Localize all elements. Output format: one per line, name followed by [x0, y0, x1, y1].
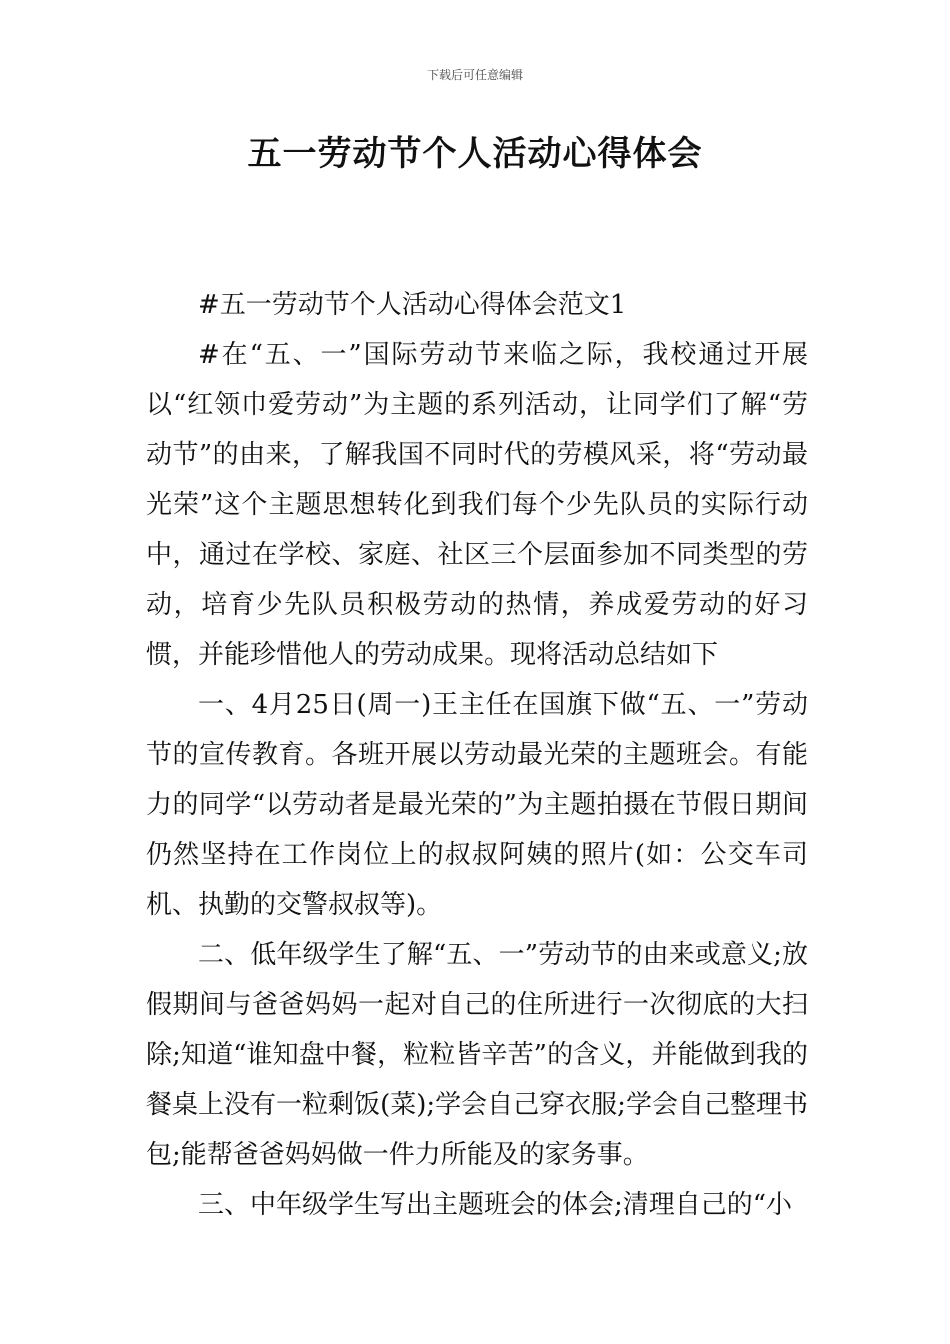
document-title: 五一劳动节个人活动心得体会 [247, 134, 703, 174]
paragraph-item-one: 一、4月25日(周一)王主任在国旗下做“五、一”劳动节的宣传教育。各班开展以劳动最光荣的主题班会。有能力的同学“以劳动者是最光荣的”为主题拍摄在节假日期间仍然坚持在工作岗位上的叔叔阿姨的照片(如：公交车司机、执勤的交警叔叔等)。 [146, 690, 808, 920]
document-body [146, 280, 808, 1230]
header-note: 下载后可任意编辑 [426, 68, 523, 82]
paragraph-heading: #五一劳动节个人活动心得体会范文1 [198, 290, 627, 320]
paragraph-item-two: 二、低年级学生了解“五、一”劳动节的由来或意义;放假期间与爸爸妈妈一起对自己的住所进行一次彻底的大扫除;知道“谁知盘中餐，粒粒皆辛苦”的含义，并能做到我的餐桌上没有一粒剩饭(菜);学会自己穿衣服;学会自己整理书包;能帮爸爸妈妈做一件力所能及的家务事。 [146, 940, 808, 1170]
paragraph-intro: #在“五、一”国际劳动节来临之际，我校通过开展以“红领巾爱劳动”为主题的系列活动，让同学们了解“劳动节”的由来，了解我国不同时代的劳模风采，将“劳动最光荣”这个主题思想转化到我们每个少先队员的实际行动中，通过在学校、家庭、社区三个层面参加不同类型的劳动，培育少先队员积极劳动的热情，养成爱劳动的好习惯，并能珍惜他人的劳动成果。现将活动总结如下 [146, 340, 808, 670]
paragraph-item-three: 三、中年级学生写出主题班会的体会;清理自己的“小 [198, 1190, 793, 1220]
